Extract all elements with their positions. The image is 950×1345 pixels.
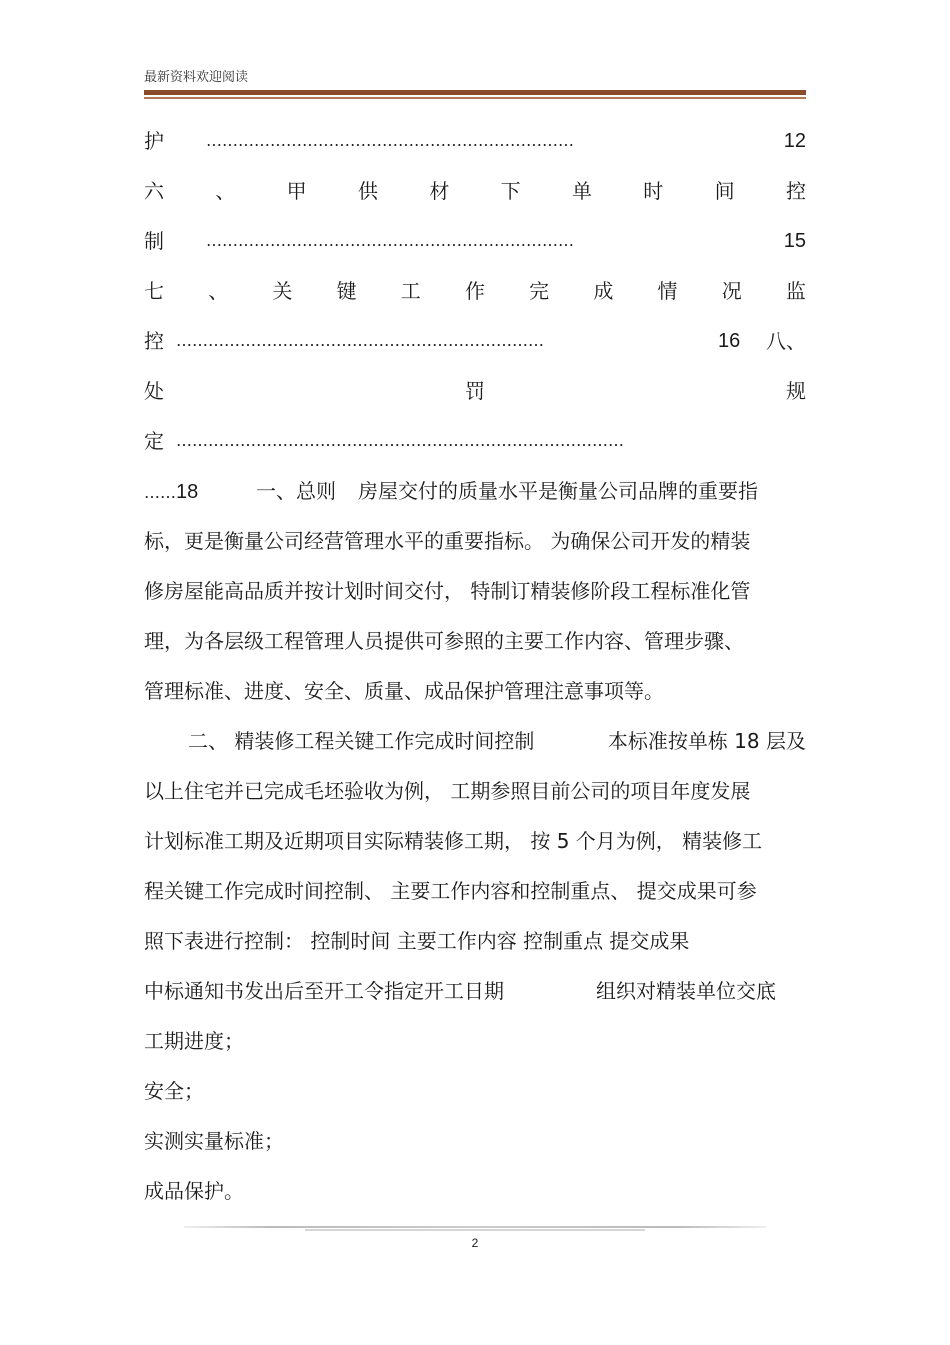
section-heading: 二、 精装修工程关键工作完成时间控制	[188, 729, 535, 753]
toc-char: 六	[144, 179, 164, 203]
list-item: 工期进度；	[144, 1029, 244, 1053]
toc-char: 七	[144, 279, 164, 303]
body-line	[144, 479, 806, 505]
toc-dots: ……………………………………………………………	[206, 231, 574, 250]
header-rule-thin	[144, 97, 806, 99]
toc-text: 制	[144, 229, 164, 253]
paragraph-text: 中标通知书发出后至开工令指定开工日期	[144, 979, 504, 1003]
list-item: 实测实量标准；	[144, 1129, 284, 1153]
toc-char: 单	[571, 179, 592, 203]
paragraph-line: 修房屋能高品质并按计划时间交付， 特制订精装修阶段工程标准化管	[144, 579, 751, 603]
toc-char: 关	[272, 279, 293, 303]
toc-char: 规	[786, 379, 806, 403]
list-item: 安全；	[144, 1079, 204, 1103]
toc-char: 间	[714, 179, 735, 203]
toc-text: 控	[144, 329, 164, 353]
toc-char: 况	[721, 279, 742, 303]
footer-rule	[184, 1226, 766, 1228]
toc-char: 、	[215, 179, 236, 203]
toc-char: 作	[464, 279, 485, 303]
page-header: 最新资料欢迎阅读	[144, 70, 249, 85]
paragraph-line: 标，更是衡量公司经营管理水平的重要指标。 为确保公司开发的精装	[144, 529, 751, 553]
toc-char: 监	[785, 279, 806, 303]
toc-char: 甲	[286, 179, 307, 203]
toc-line-4	[144, 279, 806, 303]
toc-char: 罚	[465, 379, 485, 403]
toc-line-1	[144, 129, 806, 153]
paragraph-line: 管理标准、进度、安全、质量、成品保护管理注意事项等。	[144, 679, 664, 703]
toc-char: 下	[500, 179, 521, 203]
toc-char: 材	[429, 179, 450, 203]
toc-char: 控	[785, 179, 806, 203]
paragraph-line: 照下表进行控制： 控制时间 主要工作内容 控制重点 提交成果	[144, 929, 690, 953]
toc-char: 工	[400, 279, 421, 303]
toc-dots: …………………………………………………………………………	[176, 431, 624, 450]
toc-page-number: 12	[783, 130, 806, 152]
paragraph-line: 计划标准工期及近期项目实际精装修工期， 按 5 个月为例， 精装修工	[144, 829, 763, 853]
toc-char: 处	[144, 379, 164, 403]
toc-char: 、	[208, 279, 229, 303]
toc-text: 护	[144, 129, 164, 153]
toc-dots: ……………………………………………………………	[206, 131, 574, 150]
paragraph-text: 本标准按单栋 18 层及	[607, 729, 806, 753]
toc-char: 完	[529, 279, 550, 303]
toc-line-3	[144, 229, 806, 253]
toc-page-number: 15	[783, 230, 806, 252]
section-heading: 一、总则	[256, 479, 336, 503]
header-rule-thick	[144, 90, 806, 95]
paragraph-line: 以上住宅并已完成毛坯验收为例， 工期参照目前公司的项目年度发展	[144, 779, 751, 803]
toc-char: 时	[643, 179, 664, 203]
toc-dots: ……	[144, 483, 176, 502]
toc-line-6	[144, 379, 806, 403]
toc-text: 定	[144, 429, 164, 453]
paragraph-line: 程关键工作完成时间控制、 主要工作内容和控制重点、 提交成果可参	[144, 879, 757, 903]
page-number: 2	[471, 1236, 479, 1250]
toc-dots: ……………………………………………………………	[176, 331, 544, 350]
toc-line-2	[144, 179, 806, 203]
toc-page-number: 18	[176, 481, 199, 503]
toc-char: 成	[593, 279, 614, 303]
toc-char: 供	[357, 179, 378, 203]
paragraph-line: 理，为各层级工程管理人员提供可参照的主要工作内容、管理步骤、	[144, 629, 744, 653]
toc-char: 键	[336, 279, 357, 303]
paragraph-text: 组织对精装单位交底	[596, 979, 776, 1003]
paragraph-text: 房屋交付的质量水平是衡量公司品牌的重要指	[358, 479, 758, 503]
toc-text: 八、	[766, 329, 806, 353]
toc-line-7	[144, 429, 806, 453]
paragraph-line	[144, 979, 806, 1003]
footer-rule-accent	[305, 1229, 645, 1231]
toc-page-number: 16	[718, 330, 741, 352]
toc-line-5	[144, 329, 806, 353]
toc-char: 情	[657, 279, 678, 303]
list-item: 成品保护。	[144, 1179, 244, 1203]
